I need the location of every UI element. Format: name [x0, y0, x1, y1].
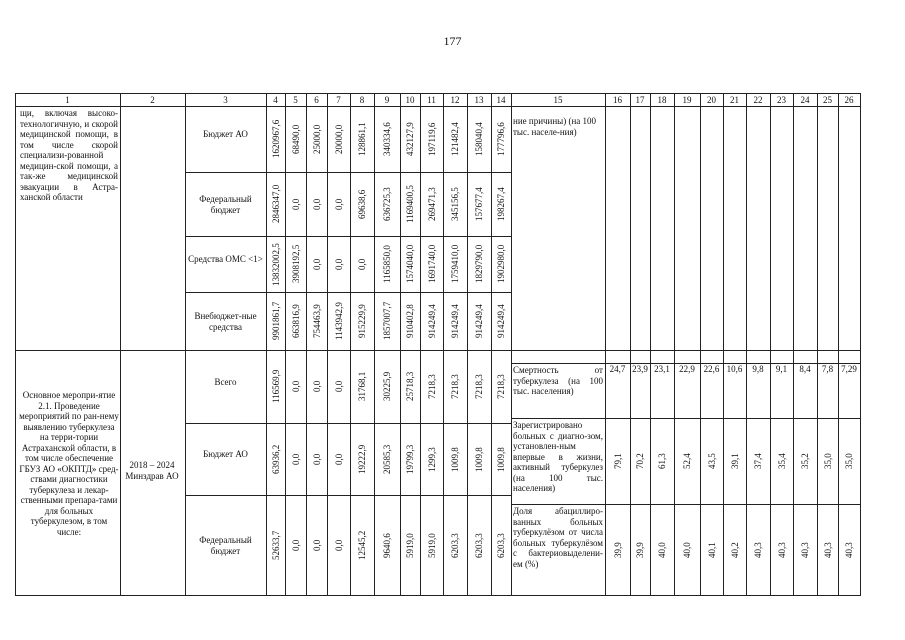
- amount-cell: 0,0: [333, 258, 344, 270]
- indicator-value: 79,1: [612, 453, 623, 469]
- amount-cell: 30225,9: [382, 371, 392, 401]
- indicator-value: 23,9: [632, 364, 648, 374]
- indicator-value: 40,3: [776, 541, 787, 558]
- amount-cell: 0,0: [333, 539, 344, 551]
- amount-cell: 1299,3: [426, 446, 437, 472]
- amount-cell: 69638,6: [357, 189, 367, 219]
- column-line-26: [860, 93, 861, 596]
- page-number: 177: [443, 34, 462, 48]
- header-col-15: 15: [553, 95, 563, 105]
- amount-cell: 0,0: [311, 258, 322, 270]
- column-line-12: [467, 93, 468, 596]
- indicator-value: 35,0: [822, 453, 833, 469]
- header-col-25: 25: [823, 95, 832, 105]
- section1-indicator: ние причины) (на 100 тыс. населе-ния): [513, 116, 597, 137]
- section2-description: Основное меропри-ятие 2.1. Проведение мероприятий по ран-нему выявлению туберкулеза на терри-тории Астраханской области, в том числе обеспечение ГБУЗ АО «ОКПТД» сред-ствами диагностики туберкулеза и лекар-ственными препара-тами для больных туберкулезом, в том числе:: [19, 390, 119, 537]
- amount-cell: 9640,6: [382, 532, 392, 558]
- column-line-25: [838, 93, 839, 596]
- amount-cell: 340334,6: [382, 122, 392, 156]
- amount-cell: 158040,4: [474, 122, 484, 156]
- column-line-22: [770, 93, 771, 596]
- amount-cell: 121482,4: [450, 122, 460, 156]
- amount-cell: 25000,0: [311, 124, 322, 154]
- amount-cell: 910402,8: [405, 304, 415, 338]
- column-line-0: [15, 93, 16, 596]
- column-line-17: [650, 93, 651, 596]
- amount-cell: 345156,5: [450, 187, 460, 221]
- header-col-10: 10: [405, 95, 415, 105]
- header-col-16: 16: [613, 95, 622, 105]
- column-line-10: [420, 93, 421, 596]
- header-col-2: 2: [150, 95, 155, 105]
- column-line-23: [793, 93, 794, 596]
- amount-cell: 5919,0: [405, 532, 415, 558]
- amount-cell: 1691740,0: [426, 244, 437, 283]
- column-line-9: [400, 93, 401, 596]
- amount-cell: 1009,8: [496, 446, 506, 472]
- header-col-12: 12: [450, 95, 460, 105]
- indicator-value: 9,1: [775, 364, 788, 374]
- amount-cell: 2846347,0: [270, 184, 281, 223]
- amount-cell: 915229,9: [357, 304, 367, 338]
- header-col-5: 5: [293, 95, 298, 105]
- header-col-9: 9: [384, 95, 390, 105]
- header-col-8: 8: [359, 95, 365, 105]
- indicator-value: 40,0: [682, 541, 692, 558]
- amount-cell: 1574040,0: [405, 244, 415, 283]
- column-line-14: [511, 93, 512, 596]
- amount-cell: 0,0: [311, 453, 322, 465]
- table-top-border: [15, 93, 861, 94]
- column-line-11: [443, 93, 444, 596]
- indicator-value: 40,0: [657, 541, 667, 558]
- header-col-26: 26: [844, 95, 854, 105]
- amount-cell: 0,0: [333, 453, 344, 465]
- amount-cell: 7218,3: [450, 374, 460, 399]
- amount-cell: 0,0: [290, 453, 301, 465]
- amount-cell: 914249,4: [496, 304, 506, 338]
- amount-cell: 7218,3: [426, 374, 437, 399]
- header-col-19: 19: [682, 95, 692, 105]
- indicator-value: 40,1: [706, 541, 717, 558]
- column-line-18: [674, 93, 675, 596]
- header-col-24: 24: [800, 95, 810, 105]
- header-col-1: 1: [65, 95, 70, 105]
- amount-cell: 19799,3: [405, 444, 415, 474]
- amount-cell: 0,0: [311, 539, 322, 551]
- indicator-value: 40,3: [822, 541, 833, 558]
- amount-cell: 0,0: [311, 198, 322, 210]
- header-col-20: 20: [707, 95, 716, 105]
- column-line-16: [630, 93, 631, 596]
- amount-cell: 9901861,7: [270, 301, 281, 340]
- amount-cell: 0,0: [311, 380, 322, 392]
- amount-cell: 754463,9: [311, 304, 322, 338]
- indicator-value: 37,4: [753, 453, 763, 469]
- funding-source: Средства ОМС <1>: [188, 254, 263, 264]
- indicator-value: 40,3: [844, 541, 854, 558]
- indicator-name: Смертность от туберкулеза (на 100 тыс. населения): [513, 365, 603, 396]
- header-col-21: 21: [730, 95, 739, 105]
- column-line-24: [817, 93, 818, 596]
- amount-cell: 1169400,5: [405, 185, 415, 223]
- row-divider: [185, 236, 512, 237]
- amount-cell: 3908192,5: [290, 244, 301, 283]
- indicator-value: 7,8: [821, 364, 834, 374]
- header-col-11: 11: [427, 95, 436, 105]
- indicator-value: 39,9: [612, 541, 623, 558]
- header-bottom-border: [15, 106, 861, 107]
- amount-cell: 13832002,5: [270, 242, 281, 286]
- indicator-value: 61,3: [657, 453, 667, 469]
- amount-cell: 269471,3: [426, 187, 437, 221]
- amount-cell: 128861,1: [357, 122, 367, 156]
- amount-cell: 914249,4: [450, 304, 460, 338]
- indicator-value: 39,1: [729, 453, 740, 469]
- indicator-value: 40,3: [753, 541, 763, 558]
- funding-source: Бюджет АО: [203, 449, 248, 459]
- column-line-20: [723, 93, 724, 596]
- indicator-divider: [511, 418, 861, 419]
- indicator-divider: [511, 504, 861, 505]
- indicator-divider: [511, 350, 861, 351]
- header-col-3: 3: [223, 95, 228, 105]
- column-line-6: [327, 93, 328, 596]
- row-divider: [185, 172, 512, 173]
- amount-cell: 0,0: [357, 258, 367, 270]
- indicator-value: 40,2: [729, 541, 740, 558]
- header-col-17: 17: [635, 95, 645, 105]
- amount-cell: 1902980,0: [496, 244, 506, 283]
- amount-cell: 914249,4: [426, 304, 437, 338]
- header-col-23: 23: [777, 95, 786, 105]
- amount-cell: 1620967,6: [270, 119, 281, 158]
- row-divider: [185, 292, 512, 293]
- amount-cell: 663816,9: [290, 304, 301, 338]
- indicator-value: 43,5: [706, 453, 717, 469]
- header-col-18: 18: [657, 95, 667, 105]
- funding-source: Внебюджет-ные средства: [194, 311, 257, 332]
- amount-cell: 0,0: [290, 198, 301, 210]
- header-col-13: 13: [474, 95, 484, 105]
- column-line-3: [266, 93, 267, 596]
- table-bottom-border: [15, 595, 861, 596]
- column-line-13: [491, 93, 492, 596]
- indicator-value: 35,0: [844, 453, 854, 469]
- indicator-value: 24,7: [609, 364, 626, 374]
- indicator-value: 9,8: [752, 364, 764, 374]
- column-line-1: [120, 93, 121, 596]
- indicator-value: 35,2: [800, 453, 810, 469]
- amount-cell: 1009,8: [474, 446, 484, 472]
- amount-cell: 31768,1: [357, 371, 367, 401]
- amount-cell: 0,0: [333, 198, 344, 210]
- indicator-value: 8,4: [799, 364, 811, 374]
- section-divider: [15, 350, 512, 351]
- amount-cell: 0,0: [333, 380, 344, 392]
- column-line-15: [605, 93, 606, 596]
- indicator-value: 40,3: [800, 541, 810, 558]
- header-col-6: 6: [314, 95, 319, 105]
- indicator-value: 23,1: [654, 364, 670, 374]
- indicator-value: 22,6: [703, 364, 720, 374]
- row-divider: [185, 423, 512, 424]
- amount-cell: 1829790,0: [474, 244, 484, 283]
- amount-cell: 5919,0: [426, 532, 437, 558]
- amount-cell: 6203,3: [496, 532, 506, 558]
- amount-cell: 25718,3: [405, 371, 415, 401]
- amount-cell: 116569,9: [270, 369, 281, 403]
- indicator-value: 22,9: [679, 364, 695, 374]
- indicator-name: Зарегистрировано больных с диагно-зом, установлен-ным впервые в жизни, активный туберкулез (на 100 тыс. населения): [513, 420, 603, 493]
- amount-cell: 198267,4: [496, 187, 506, 221]
- amount-cell: 1009,8: [450, 446, 460, 472]
- column-line-7: [350, 93, 351, 596]
- amount-cell: 1165850,0: [382, 245, 392, 283]
- indicator-name: Доля абациллиро-ванных больных туберкулёзом от числа больных туберкулёзом с бактериовыделени-ем (%): [513, 506, 603, 569]
- column-line-2: [185, 93, 186, 596]
- amount-cell: 914249,4: [474, 304, 484, 338]
- amount-cell: 0,0: [290, 539, 301, 551]
- indicator-value: 52,4: [682, 453, 692, 469]
- funding-source: Всего: [214, 376, 237, 387]
- amount-cell: 7218,3: [474, 374, 484, 399]
- amount-cell: 1759410,0: [450, 244, 460, 283]
- amount-cell: 20000,0: [333, 124, 344, 154]
- amount-cell: 1857007,7: [382, 301, 392, 340]
- amount-cell: 68490,0: [290, 124, 301, 154]
- funding-source: Бюджет АО: [203, 129, 248, 139]
- header-col-22: 22: [753, 95, 763, 105]
- amount-cell: 6203,3: [474, 532, 484, 558]
- indicator-value: 39,9: [635, 541, 645, 558]
- indicator-value: 10,6: [726, 364, 743, 374]
- amount-cell: 20585,3: [382, 444, 392, 474]
- indicator-value: 70,2: [635, 453, 645, 469]
- amount-cell: 19222,9: [357, 444, 367, 474]
- column-line-5: [306, 93, 307, 596]
- amount-cell: 52633,7: [270, 530, 281, 560]
- row-divider: [185, 495, 512, 496]
- header-col-14: 14: [496, 95, 506, 105]
- amount-cell: 63936,2: [270, 444, 281, 474]
- funding-source: Федеральный бюджет: [199, 194, 252, 215]
- section1-description: щи, включая высоко-технологичную, и скорой медицинской помощи, в том числе скорой специализи-рованной медицин-ской помощи, а так-же медицинской эвакуации в Астра-ханской области: [20, 108, 118, 202]
- amount-cell: 636725,3: [382, 187, 392, 221]
- amount-cell: 432127,9: [405, 122, 415, 156]
- indicator-value: 35,4: [776, 453, 787, 469]
- amount-cell: 6203,3: [450, 532, 460, 558]
- column-line-8: [374, 93, 375, 596]
- amount-cell: 157677,4: [474, 187, 484, 221]
- amount-cell: 7218,3: [496, 374, 506, 399]
- column-line-21: [746, 93, 747, 596]
- column-line-4: [285, 93, 286, 596]
- header-col-7: 7: [336, 95, 341, 105]
- column-line-19: [700, 93, 701, 596]
- section2-executor: 2018 – 2024 Минздрав АО: [125, 460, 179, 481]
- amount-cell: 197119,6: [426, 122, 437, 156]
- indicator-value: 7,29: [841, 364, 857, 374]
- header-col-4: 4: [273, 95, 278, 105]
- amount-cell: 12545,2: [357, 530, 367, 560]
- amount-cell: 0,0: [290, 380, 301, 392]
- amount-cell: 1143942,9: [333, 302, 344, 340]
- amount-cell: 177796,6: [496, 122, 506, 156]
- funding-source: Федеральный бюджет: [199, 535, 252, 556]
